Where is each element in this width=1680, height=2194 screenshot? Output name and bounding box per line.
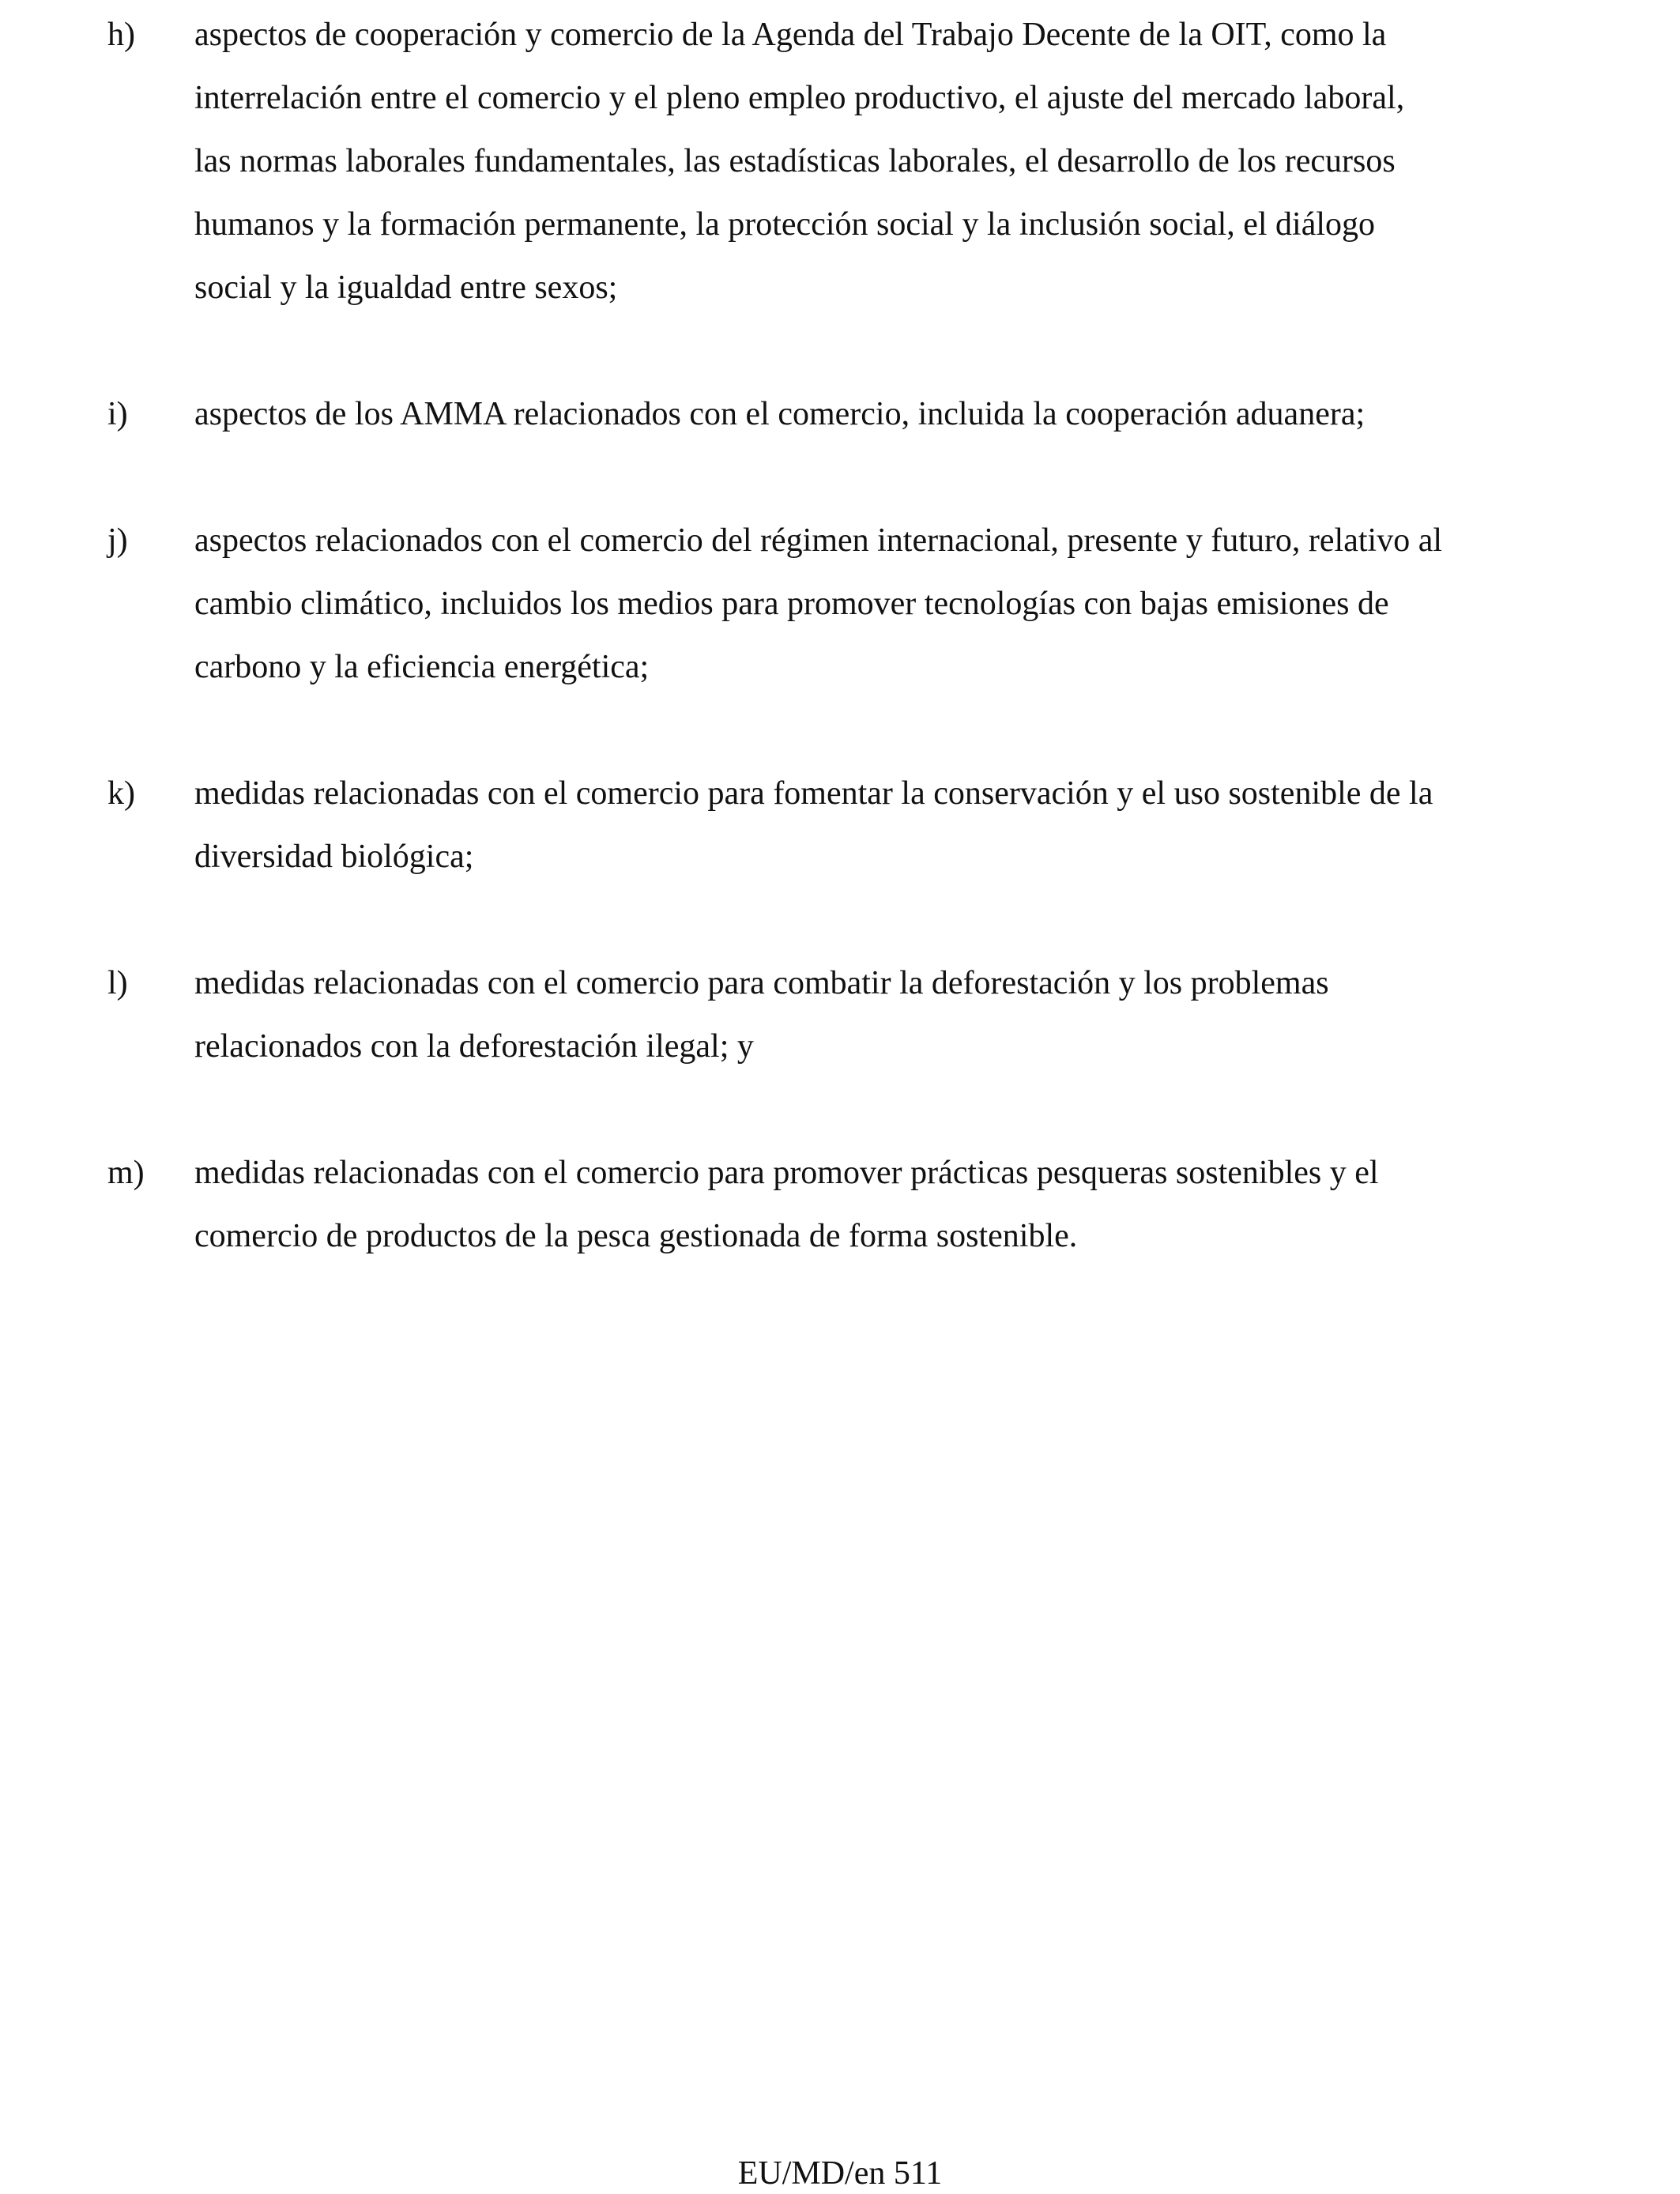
list-item-text (194, 762, 1601, 888)
text-line: humanos y la formación permanente, la protección social y la inclusión social, el diálogo (194, 206, 1376, 243)
text-line: comercio de productos de la pesca gestionada de forma sostenible. (194, 1218, 1078, 1254)
text-line: medidas relacionadas con el comercio para fomentar la conservación y el uso sostenible de la (194, 775, 1433, 812)
list-item-text (194, 3, 1601, 319)
page-footer-reference: EU/MD/en 511 (737, 2155, 943, 2192)
list-item-label: j) (107, 522, 128, 559)
text-line: aspectos relacionados con el comercio del régimen internacional, presente y futuro, relativo al (194, 522, 1443, 559)
text-line: medidas relacionadas con el comercio para promover prácticas pesqueras sostenibles y el (194, 1155, 1379, 1191)
text-line: diversidad biológica; (194, 839, 474, 875)
text-line: carbono y la eficiencia energética; (194, 649, 650, 685)
list-item-text (194, 383, 1601, 446)
list-item-text (194, 952, 1601, 1078)
list-item-text (194, 1141, 1601, 1268)
text-line: relacionados con la deforestación ilegal; y (194, 1028, 754, 1065)
text-line: medidas relacionadas con el comercio para combatir la deforestación y los problemas (194, 965, 1329, 1001)
text-line: aspectos de los AMMA relacionados con el comercio, incluida la cooperación aduanera; (194, 396, 1365, 432)
list-item-label: h) (107, 17, 135, 53)
text-line: interrelación entre el comercio y el pleno empleo productivo, el ajuste del mercado laboral, (194, 80, 1405, 116)
list-item-label: m) (107, 1155, 145, 1191)
list-item-label: l) (107, 965, 128, 1001)
text-line: las normas laborales fundamentales, las estadísticas laborales, el desarrollo de los recursos (194, 143, 1396, 179)
list-item-text (194, 509, 1601, 699)
text-line: aspectos de cooperación y comercio de la Agenda del Trabajo Decente de la OIT, como la (194, 17, 1387, 53)
list-item-label: i) (107, 396, 128, 432)
list-item-label: k) (107, 775, 135, 812)
text-line: cambio climático, incluidos los medios para promover tecnologías con bajas emisiones de (194, 586, 1389, 622)
text-line: social y la igualdad entre sexos; (194, 270, 618, 306)
